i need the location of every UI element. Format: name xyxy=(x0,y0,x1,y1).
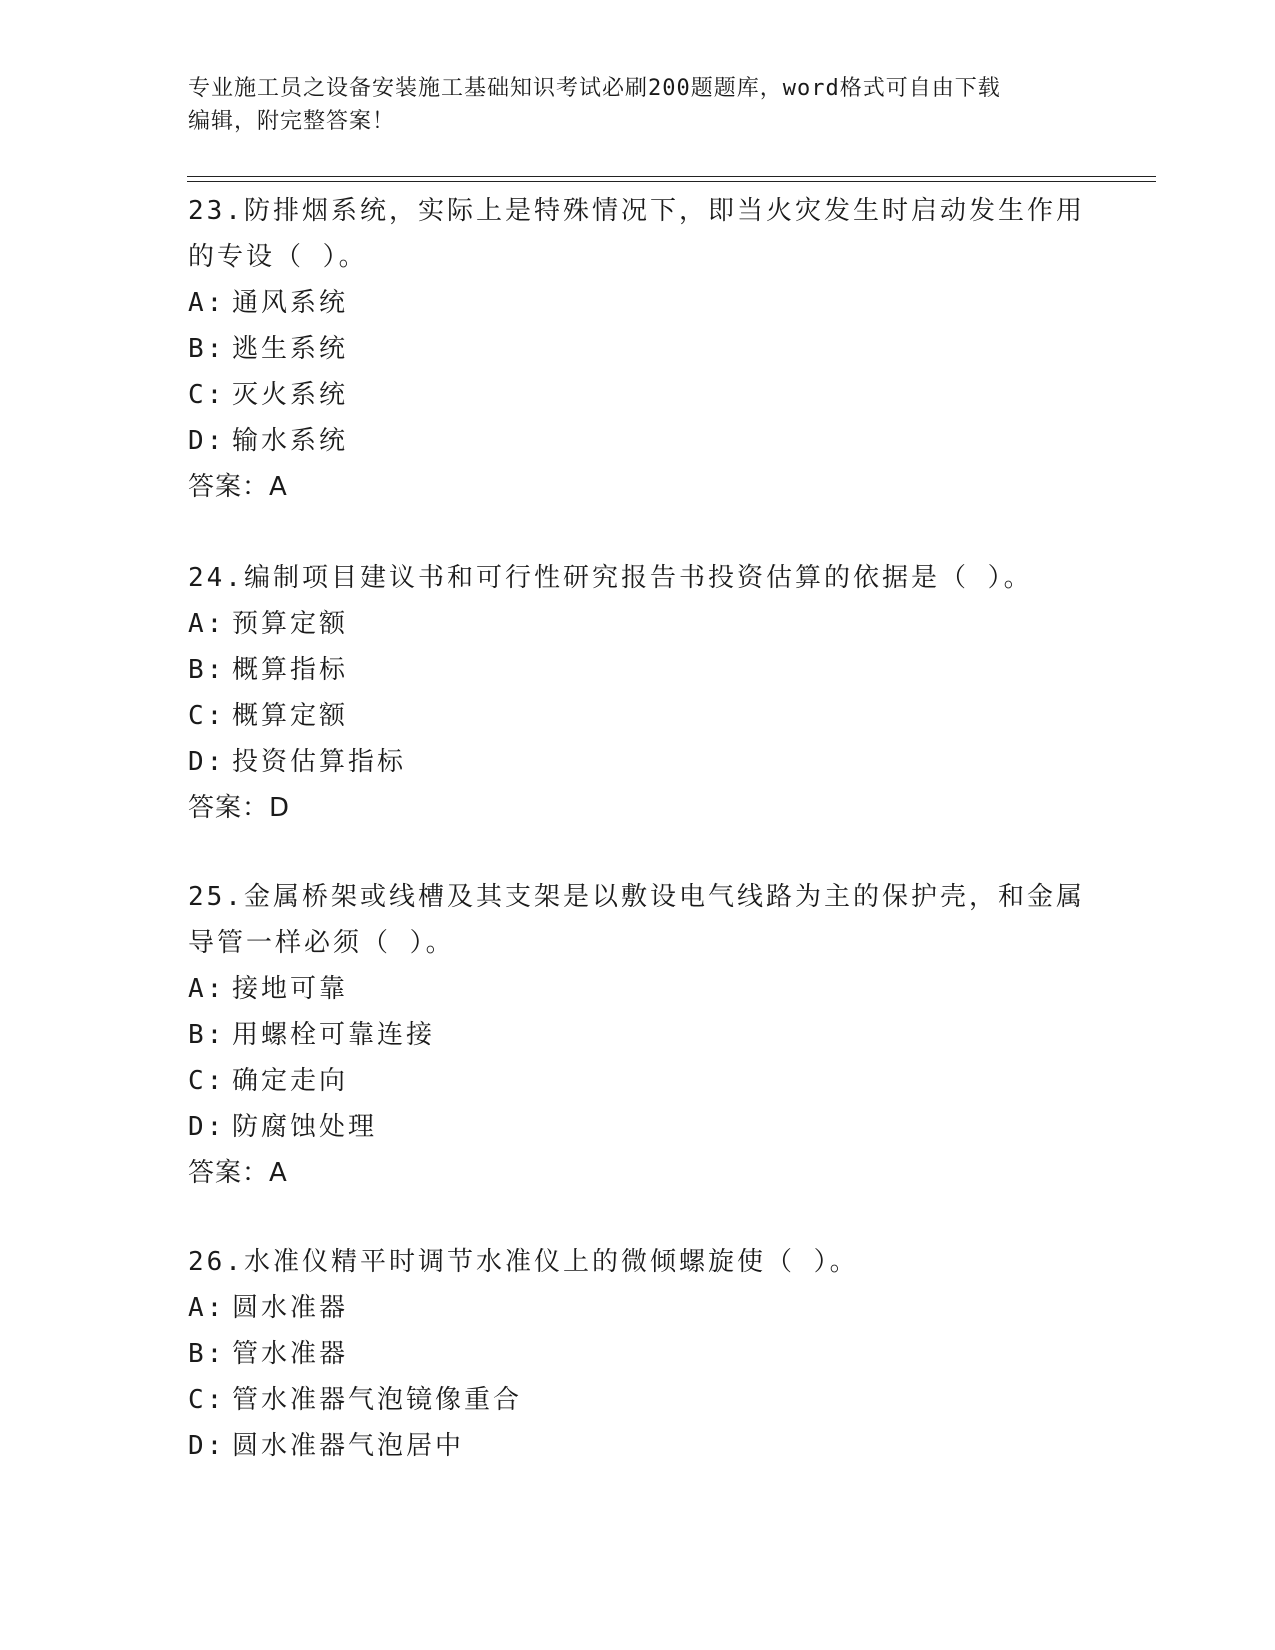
option-key: A: xyxy=(188,288,226,318)
option-c xyxy=(188,372,1088,418)
option-key: D: xyxy=(188,1431,226,1461)
option-a xyxy=(188,601,1088,647)
option-key: A: xyxy=(188,1293,226,1323)
option-text: 通风系统 xyxy=(232,288,349,318)
option-a xyxy=(188,1285,1088,1331)
question-stem-line: 24.编制项目建议书和可行性研究报告书投资估算的依据是（ ）。 xyxy=(188,563,1033,593)
option-text: 接地可靠 xyxy=(232,974,349,1004)
option-text: 管水准器 xyxy=(232,1339,349,1369)
option-text: 用螺栓可靠连接 xyxy=(232,1020,436,1050)
option-text: 防腐蚀处理 xyxy=(232,1112,378,1142)
answer-line: 答案：D xyxy=(188,793,291,823)
question-block xyxy=(188,188,1088,510)
option-b xyxy=(188,1012,1088,1058)
option-text: 概算指标 xyxy=(232,655,349,685)
option-key: B: xyxy=(188,334,226,364)
option-key: C: xyxy=(188,380,226,410)
option-b xyxy=(188,326,1088,372)
option-c xyxy=(188,693,1088,739)
option-text: 投资估算指标 xyxy=(232,747,407,777)
option-b xyxy=(188,647,1088,693)
option-key: C: xyxy=(188,701,226,731)
option-text: 圆水准器 xyxy=(232,1293,349,1323)
option-d xyxy=(188,1104,1088,1150)
option-text: 逃生系统 xyxy=(232,334,349,364)
header-line-1: 专业施工员之设备安装施工基础知识考试必刷200题题库，word格式可自由下载 xyxy=(188,76,1001,101)
question-stem-line: 23.防排烟系统，实际上是特殊情况下，即当火灾发生时启动发生作用 xyxy=(188,196,1085,226)
option-text: 圆水准器气泡居中 xyxy=(232,1431,465,1461)
question-stem-line: 导管一样必须（ ）。 xyxy=(188,928,455,958)
option-b xyxy=(188,1331,1088,1377)
option-text: 确定走向 xyxy=(232,1066,349,1096)
header-line-2: 编辑，附完整答案！ xyxy=(188,109,396,134)
option-c xyxy=(188,1377,1088,1423)
answer-line: 答案：A xyxy=(188,1158,288,1188)
option-a xyxy=(188,966,1088,1012)
header-divider-bottom xyxy=(187,181,1156,182)
question-block xyxy=(188,874,1088,1196)
question-stem-line: 的专设（ ）。 xyxy=(188,242,368,272)
answer-line: 答案：A xyxy=(188,472,288,502)
option-key: A: xyxy=(188,609,226,639)
question-block xyxy=(188,555,1088,831)
option-text: 输水系统 xyxy=(232,426,349,456)
option-key: D: xyxy=(188,1112,226,1142)
document-header xyxy=(188,72,1088,138)
option-key: A: xyxy=(188,974,226,1004)
option-text: 管水准器气泡镜像重合 xyxy=(232,1385,523,1415)
option-key: B: xyxy=(188,655,226,685)
option-key: B: xyxy=(188,1020,226,1050)
option-key: B: xyxy=(188,1339,226,1369)
option-a xyxy=(188,280,1088,326)
option-text: 预算定额 xyxy=(232,609,349,639)
option-text: 灭火系统 xyxy=(232,380,349,410)
question-stem-line: 26.水准仪精平时调节水准仪上的微倾螺旋使（ ）。 xyxy=(188,1247,859,1277)
question-stem-line: 25.金属桥架或线槽及其支架是以敷设电气线路为主的保护壳，和金属 xyxy=(188,882,1085,912)
option-d xyxy=(188,418,1088,464)
option-key: C: xyxy=(188,1066,226,1096)
header-divider-top xyxy=(187,176,1156,177)
option-d xyxy=(188,739,1088,785)
option-key: C: xyxy=(188,1385,226,1415)
option-key: D: xyxy=(188,747,226,777)
option-d xyxy=(188,1423,1088,1469)
question-block xyxy=(188,1239,1088,1469)
option-key: D: xyxy=(188,426,226,456)
option-c xyxy=(188,1058,1088,1104)
option-text: 概算定额 xyxy=(232,701,349,731)
